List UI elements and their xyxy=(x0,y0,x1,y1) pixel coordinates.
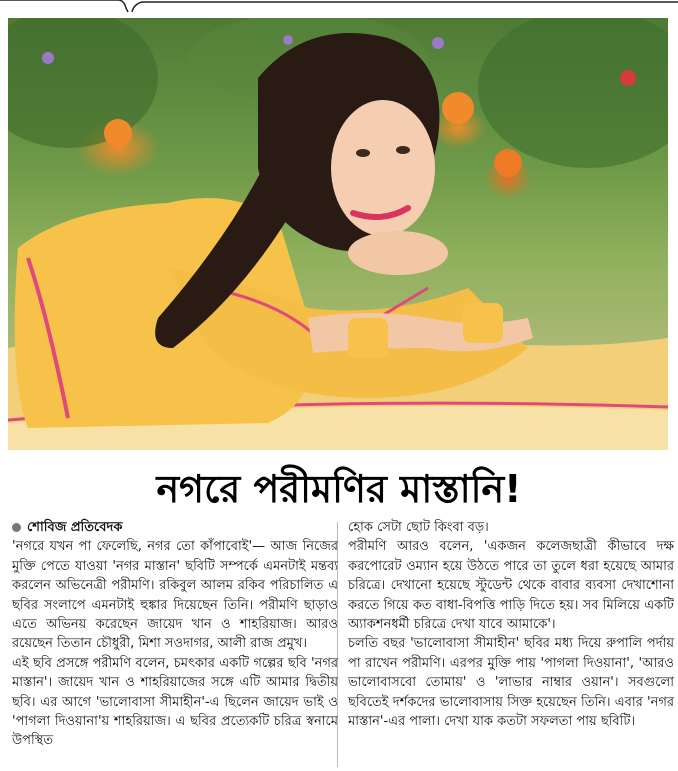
paragraph: এই ছবি প্রসঙ্গে পরীমণি বলেন, চমৎকার একটি গল্পের ছবি 'নগর মাস্তান'। জায়েদ খান ও শাহরিয়াজের সঙ্গে এটি আমার দ্বিতীয় ছবি। এর আগে 'ভালোবাসা সীমাহীন'-এ ছিলেন জায়েদ ভাই ও 'পাগলা দিওয়ানা'য় শাহরিয়াজ। এ ছবির প্রত্যেকটি চরিত্র স্বনামে উপস্থিত xyxy=(12,655,338,749)
paragraph: 'নগরে যখন পা ফেলেছি, নগর তো কাঁপাবোই'— আজ নিজের মুক্তি পেতে যাওয়া 'নগর মাস্তান' ছবিটি সম্পর্কে এমনটাই মন্তব্য করলেন অভিনেত্রী পরীমণি। রকিবুল আলম রকিব পরিচালিত এ ছবির সংলাপে এমনটাই হুঙ্কার দিয়েছেন তিনি। পরীমণি ছাড়াও এতে অভিনয় করেছেন জায়েদ খান ও শাহরিয়াজ। আরও রয়েছেন তিতান চৌধুরী, মিশা সওদাগর, আলী রাজ প্রমুখ। xyxy=(12,539,338,652)
bullet-icon xyxy=(12,523,21,532)
paragraph: হোক সেটা ছোট কিংবা বড়। xyxy=(348,520,489,535)
article-column-left xyxy=(12,518,338,751)
photo-illustration xyxy=(8,18,668,450)
article-headline: নগরে পরীমণির মাস্তানি! xyxy=(156,467,522,511)
byline xyxy=(12,518,338,537)
article-column-right xyxy=(348,518,674,731)
paragraph: পরীমণি আরও বলেন, 'একজন কলেজছাত্রী কীভাবে দক্ষ করপোরেট ওম্যান হয়ে উঠতে পারে তা তুলে ধরা হয়েছে আমার চরিত্রে। দেখানো হয়েছে স্টুডেন্ট থেকে বাবার ব্যবসা দেখাশোনা করতে গিয়ে কত বাধা-বিপত্তি পাড়ি দিতে হয়। সব মিলিয়ে একটি অ্যাকশনধর্মী চরিত্রে দেখা যাবে আমাকে'। xyxy=(348,539,674,633)
byline-text: শোবিজ প্রতিবেদক xyxy=(27,520,123,535)
page-frame-top xyxy=(0,0,678,14)
article-photo xyxy=(8,18,668,450)
paragraph: চলতি বছর 'ভালোবাসা সীমাহীন' ছবির মধ্য দিয়ে রুপালি পর্দায় পা রাখেন পরীমণি। এরপর মুক্তি পায় 'পাগলা দিওয়ানা', 'আরও ভালোবাসবো তোমায়' ও 'লাভার নাম্বার ওয়ান'। সবগুলো ছবিতেই দর্শকদের ভালোবাসায় সিক্ত হয়েছেন তিনি। এবার 'নগর মাস্তান'-এর পালা। দেখা যাক কতটা সফলতা পায় ছবিটি। xyxy=(348,636,674,730)
